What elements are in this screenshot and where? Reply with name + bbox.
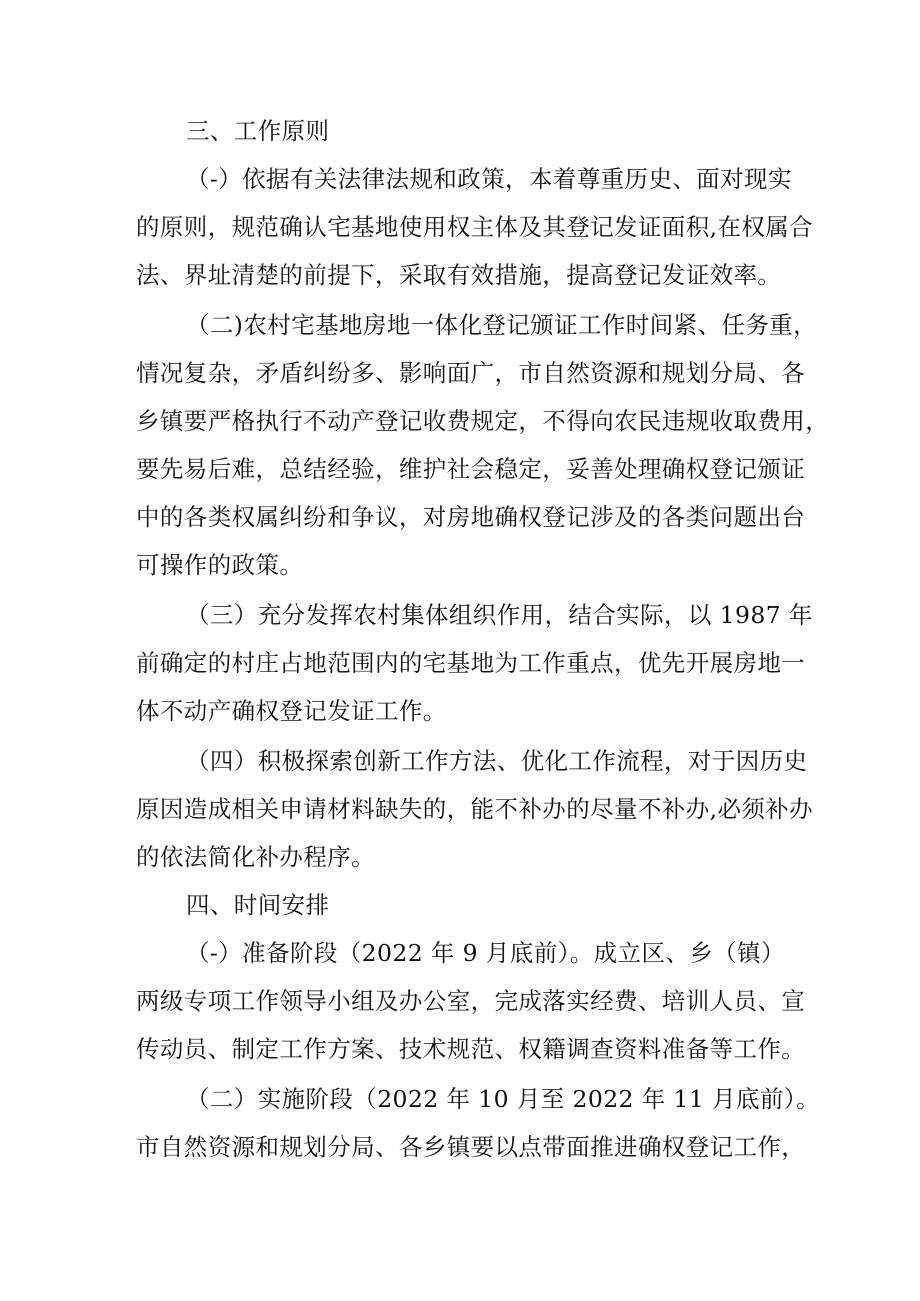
paragraph-line: （四）积极探索创新工作方法、优化工作流程，对于因历史 xyxy=(186,747,808,775)
paragraph-line: 体不动产确权登记发证工作。 xyxy=(136,697,447,725)
paragraph-line: 可操作的政策。 xyxy=(136,551,304,579)
paragraph-line: （-）依据有关法律法规和政策，本着尊重历史、面对现实 xyxy=(186,165,792,193)
paragraph-line: 原因造成相关申请材料缺失的，能不补办的尽量不补办,必须补办 xyxy=(136,795,814,823)
paragraph-line: 乡镇要严格执行不动产登记收费规定，不得向农民违规收取费用， xyxy=(136,407,830,435)
paragraph-line: （三）充分发挥农村集体组织作用，结合实际，以 1987 年 xyxy=(186,601,813,629)
section-heading-schedule: 四、时间安排 xyxy=(186,891,330,919)
paragraph-line: 情况复杂，矛盾纠纷多、影响面广，市自然资源和规划分局、各 xyxy=(136,359,806,387)
paragraph-line: 要先易后难，总结经验，维护社会稳定，妥善处理确权登记颁证 xyxy=(136,455,806,483)
paragraph-line: 法、界址清楚的前提下，采取有效措施，提高登记发证效率。 xyxy=(136,261,782,289)
paragraph-line: 的原则，规范确认宅基地使用权主体及其登记发证面积,在权属合 xyxy=(136,213,814,241)
paragraph-line: （-）准备阶段（2022 年 9 月底前）。成立区、乡（镇） xyxy=(186,939,785,967)
paragraph-line: （二)农村宅基地房地一体化登记颁证工作时间紧、任务重， xyxy=(186,311,817,339)
paragraph-line: 前确定的村庄占地范围内的宅基地为工作重点，优先开展房地一 xyxy=(136,649,806,677)
paragraph-line: 中的各类权属纠纷和争议，对房地确权登记涉及的各类问题出台 xyxy=(136,503,806,531)
paragraph-line: 两级专项工作领导小组及办公室，完成落实经费、培训人员、宣 xyxy=(136,987,806,1015)
paragraph-line: 的依法简化补办程序。 xyxy=(136,843,375,871)
paragraph-line: 传动员、制定工作方案、技术规范、权籍调查资料准备等工作。 xyxy=(136,1035,806,1063)
paragraph-line: （二）实施阶段（2022 年 10 月至 2022 年 11 月底前）。 xyxy=(186,1085,820,1113)
section-heading-principles: 三、工作原则 xyxy=(186,117,330,145)
paragraph-line: 市自然资源和规划分局、各乡镇要以点带面推进确权登记工作， xyxy=(136,1133,806,1161)
